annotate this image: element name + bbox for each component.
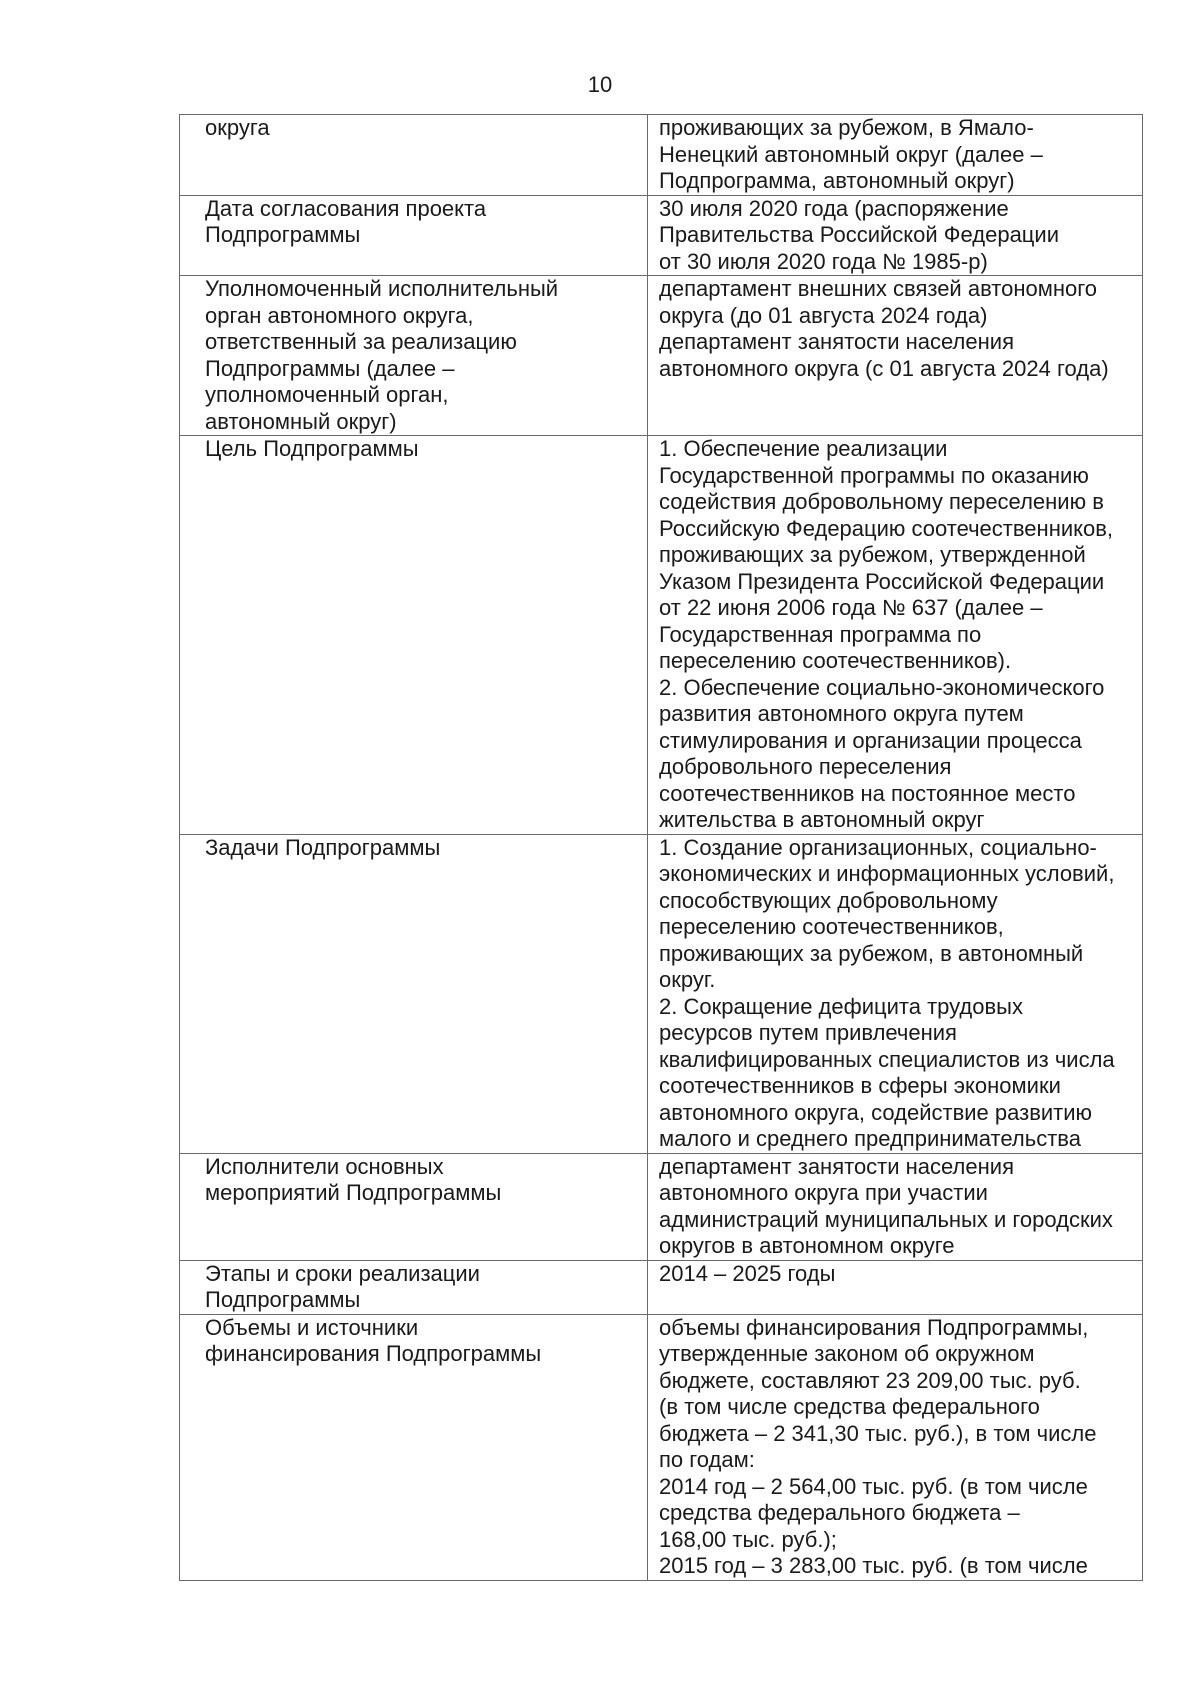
row-value-cell [648,276,1143,436]
value-line: переселению соотечественников). [659,648,1012,673]
row-label-cell [180,276,648,436]
value-line: бюджете, составляют 23 209,00 тыс. руб. [659,1367,1081,1393]
row-label-cell [180,115,648,196]
label-line: Цель Подпрограммы [205,436,419,461]
value-line: Указом Президента Российской Федерации [659,568,1105,594]
table-row [180,195,1143,276]
value-line: от 30 июля 2020 года № 1985-р) [659,248,988,274]
value-line: 30 июля 2020 года (распоряжение [659,195,1009,221]
value-line: переселению соотечественников, [659,914,1004,939]
value-line: от 22 июня 2006 года № 637 (далее – [659,595,1043,620]
value-line: 1. Обеспечение реализации [659,436,948,461]
value-line: округ. [659,967,716,992]
table-body [180,115,1143,1581]
label-line: округа [205,115,270,140]
value-line: ресурсов путем привлечения [659,1020,957,1045]
row-value-cell [648,195,1143,276]
value-line: проживающих за рубежом, в Ямало- [659,115,1034,140]
value-line: администраций муниципальных и городских [659,1206,1113,1232]
label-line: Этапы и сроки реализации [205,1260,480,1286]
value-line: стимулирования и организации процесса [659,727,1082,753]
label-line: Уполномоченный исполнительный [205,276,559,301]
value-line: 2014 год – 2 564,00 тыс. руб. (в том числе [659,1473,1088,1499]
value-line: Государственная программа по [659,621,982,647]
table-row [180,1314,1143,1580]
value-line: малого и среднего предпринимательства [659,1126,1081,1151]
value-line: Правительства Российской Федерации [659,222,1059,247]
label-line: Подпрограммы [205,222,361,247]
value-line: Государственной программы по оказанию [659,462,1089,488]
label-line: Подпрограммы (далее – [205,355,455,381]
row-value-cell [648,1260,1143,1314]
value-line: 2. Обеспечение социально-экономического [659,674,1105,700]
label-line: Подпрограммы [205,1287,361,1312]
value-line: соотечественников в сферы экономики [659,1073,1061,1098]
value-line: (в том числе средства федерального [659,1394,1040,1419]
value-line: округов в автономном округе [659,1233,955,1258]
value-line: добровольного переселения [659,754,952,779]
row-label-cell [180,195,648,276]
value-line: автономного округа (с 01 августа 2024 года) [659,355,1109,381]
value-line: проживающих за рубежом, в автономный [659,940,1084,966]
row-value-cell [648,1153,1143,1260]
value-line: Подпрограмма, автономный округ) [659,168,1015,193]
value-line: способствующих добровольному [659,887,998,913]
value-line: автономного округа, содействие развитию [659,1099,1093,1125]
value-line: округа (до 01 августа 2024 года) [659,302,988,328]
value-line: 168,00 тыс. руб.); [659,1526,837,1552]
subprogram-passport-table [179,114,1143,1581]
value-line: департамент внешних связей автономного [659,276,1098,301]
row-value-cell [648,1314,1143,1580]
page-number: 10 [587,72,613,97]
label-line: ответственный за реализацию [205,329,517,354]
value-line: 2015 год – 3 283,00 тыс. руб. (в том числе [659,1553,1088,1578]
value-line: объемы финансирования Подпрограммы, [659,1314,1089,1340]
row-value-cell [648,834,1143,1153]
value-line: бюджета – 2 341,30 тыс. руб.), в том числе [659,1420,1097,1446]
value-line: 1. Создание организационных, социально- [659,834,1097,860]
row-label-cell [180,834,648,1153]
value-line: содействия добровольному переселению в [659,489,1104,514]
value-line: по годам: [659,1447,755,1472]
value-line: средства федерального бюджета – [659,1500,1020,1525]
value-line: утвержденные законом об окружном [659,1341,1035,1366]
value-line: развития автономного округа путем [659,701,1024,726]
label-line: орган автономного округа, [205,302,474,328]
value-line: соотечественников на постоянное место [659,780,1076,806]
table-row [180,1260,1143,1314]
value-line: жительства в автономный округ [659,807,985,832]
row-value-cell [648,115,1143,196]
value-line: экономических и информационных условий, [659,861,1115,886]
table-row [180,276,1143,436]
value-line: автономного округа при участии [659,1180,988,1205]
label-line: Исполнители основных [205,1153,444,1179]
label-line: Задачи Подпрограммы [205,834,441,860]
table-row [180,1153,1143,1260]
value-line: 2. Сокращение дефицита трудовых [659,993,1023,1019]
row-label-cell [180,1153,648,1260]
row-label-cell [180,1260,648,1314]
label-line: Объемы и источники [205,1314,419,1340]
value-line: департамент занятости населения [659,1153,1014,1179]
value-line: Российскую Федерацию соотечественников, [659,515,1114,541]
label-line: автономный округ) [205,408,397,434]
table-row [180,436,1143,835]
value-line: Ненецкий автономный округ (далее – [659,141,1043,167]
label-line: уполномоченный орган, [205,382,449,407]
label-line: Дата согласования проекта [205,195,487,221]
row-value-cell [648,436,1143,835]
table-row [180,115,1143,196]
label-line: финансирования Подпрограммы [205,1341,542,1366]
label-line: мероприятий Подпрограммы [205,1180,502,1205]
value-line: 2014 – 2025 годы [659,1260,836,1286]
value-line: квалифицированных специалистов из числа [659,1046,1115,1072]
row-label-cell [180,436,648,835]
value-line: проживающих за рубежом, утвержденной [659,542,1086,567]
row-label-cell [180,1314,648,1580]
table-row [180,834,1143,1153]
value-line: департамент занятости населения [659,329,1014,354]
